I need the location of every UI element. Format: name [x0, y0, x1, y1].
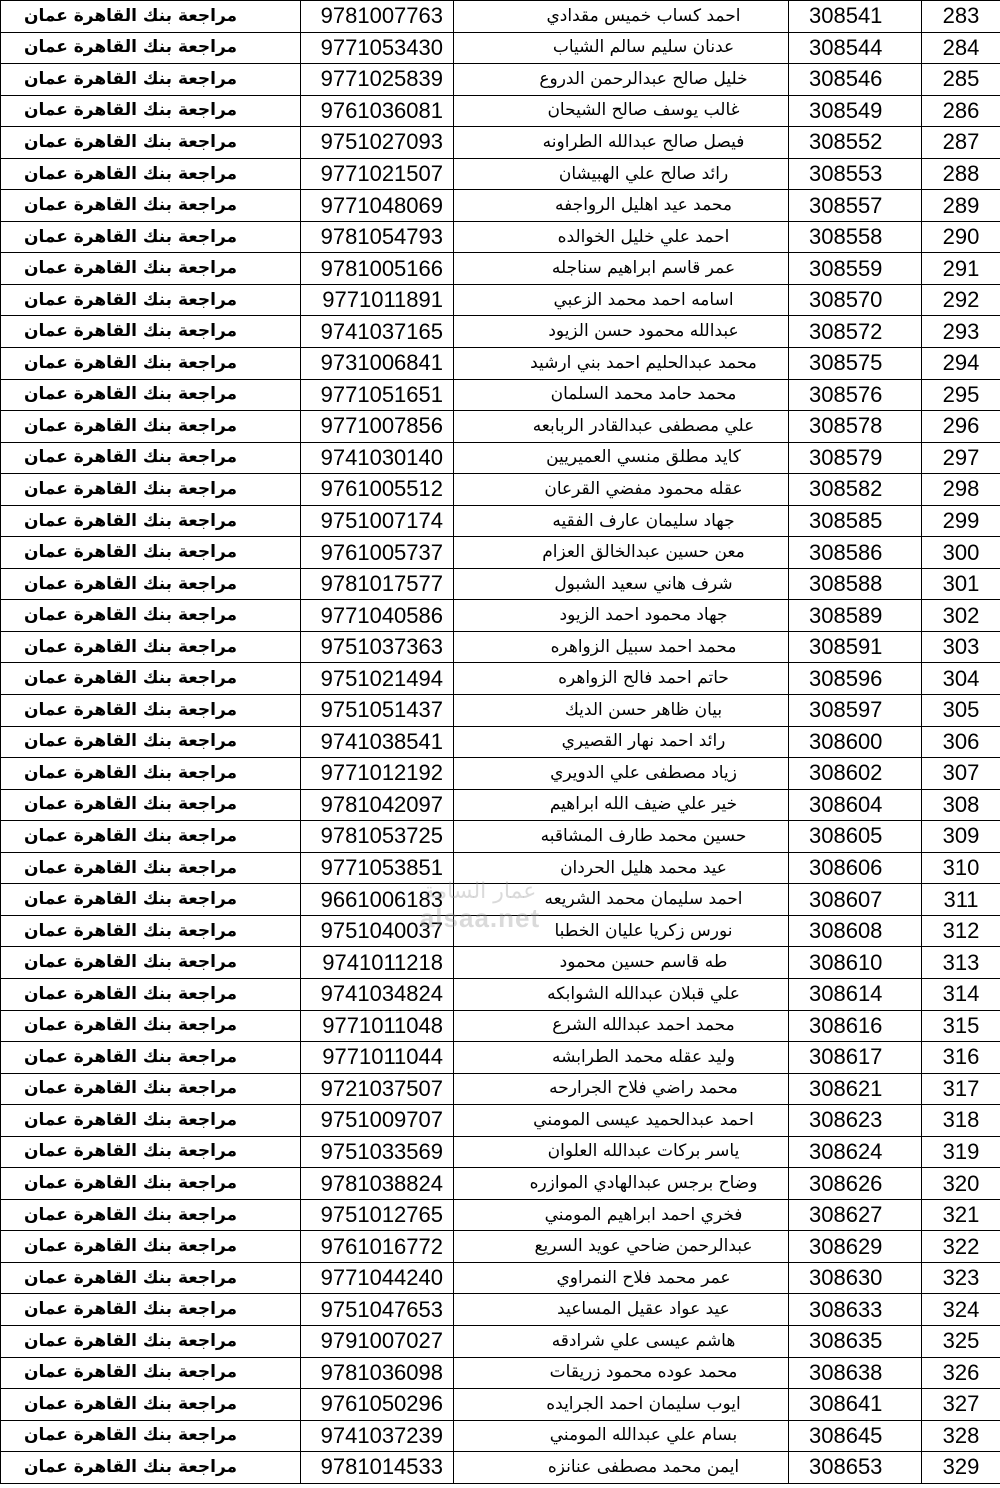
- row-number-cell: 293: [922, 316, 1000, 348]
- row-number-cell: 310: [922, 852, 1000, 884]
- note-cell: مراجعة بنك القاهرة عمان: [1, 442, 301, 474]
- code-cell: 308641: [789, 1389, 922, 1421]
- table-row: [1, 505, 1000, 537]
- national-id-cell: 9771021507: [301, 158, 454, 190]
- code-cell: 308621: [789, 1073, 922, 1105]
- name-cell: محمد احمد سبيل الزواهره: [454, 631, 789, 663]
- name-cell: عدنان سليم سالم الشياب: [454, 32, 789, 64]
- note-cell: مراجعة بنك القاهرة عمان: [1, 631, 301, 663]
- note-cell: مراجعة بنك القاهرة عمان: [1, 253, 301, 285]
- code-cell: 308608: [789, 915, 922, 947]
- national-id-cell: 9741034824: [301, 978, 454, 1010]
- name-cell: نورس زكريا عليان الخطبا: [454, 915, 789, 947]
- note-cell: مراجعة بنك القاهرة عمان: [1, 1199, 301, 1231]
- row-number-cell: 316: [922, 1042, 1000, 1074]
- row-number-cell: 327: [922, 1389, 1000, 1421]
- note-cell: مراجعة بنك القاهرة عمان: [1, 32, 301, 64]
- name-cell: هاشم عيسى علي شرادقه: [454, 1325, 789, 1357]
- table-row: [1, 695, 1000, 727]
- national-id-cell: 9771044240: [301, 1262, 454, 1294]
- row-number-cell: 309: [922, 821, 1000, 853]
- name-cell: علي قبلان عبدالله الشوابكه: [454, 978, 789, 1010]
- table-row: [1, 1231, 1000, 1263]
- name-cell: محمد عوده محمود زريقات: [454, 1357, 789, 1389]
- national-id-cell: 9771011048: [301, 1010, 454, 1042]
- table-row: [1, 631, 1000, 663]
- code-cell: 308549: [789, 95, 922, 127]
- code-cell: 308653: [789, 1452, 922, 1484]
- code-cell: 308578: [789, 411, 922, 443]
- name-cell: بسام علي عبدالله المومني: [454, 1420, 789, 1452]
- note-cell: مراجعة بنك القاهرة عمان: [1, 1231, 301, 1263]
- table-row: [1, 316, 1000, 348]
- table-row: [1, 884, 1000, 916]
- row-number-cell: 325: [922, 1325, 1000, 1357]
- table-row: [1, 190, 1000, 222]
- code-cell: 308575: [789, 348, 922, 380]
- national-id-cell: 9741011218: [301, 947, 454, 979]
- note-cell: مراجعة بنك القاهرة عمان: [1, 1452, 301, 1484]
- row-number-cell: 289: [922, 190, 1000, 222]
- national-id-cell: 9781005166: [301, 253, 454, 285]
- row-number-cell: 285: [922, 64, 1000, 96]
- note-cell: مراجعة بنك القاهرة عمان: [1, 316, 301, 348]
- note-cell: مراجعة بنك القاهرة عمان: [1, 821, 301, 853]
- code-cell: 308553: [789, 158, 922, 190]
- table-row: [1, 379, 1000, 411]
- note-cell: مراجعة بنك القاهرة عمان: [1, 411, 301, 443]
- code-cell: 308552: [789, 127, 922, 159]
- note-cell: مراجعة بنك القاهرة عمان: [1, 758, 301, 790]
- note-cell: مراجعة بنك القاهرة عمان: [1, 127, 301, 159]
- table-row: [1, 1325, 1000, 1357]
- table-row: [1, 442, 1000, 474]
- code-cell: 308617: [789, 1042, 922, 1074]
- table-row: [1, 758, 1000, 790]
- name-cell: حسين محمد طارف المشاقبه: [454, 821, 789, 853]
- code-cell: 308597: [789, 695, 922, 727]
- table-row: [1, 411, 1000, 443]
- code-cell: 308546: [789, 64, 922, 96]
- code-cell: 308626: [789, 1168, 922, 1200]
- national-id-cell: 9791007027: [301, 1325, 454, 1357]
- row-number-cell: 290: [922, 221, 1000, 253]
- note-cell: مراجعة بنك القاهرة عمان: [1, 1420, 301, 1452]
- code-cell: 308572: [789, 316, 922, 348]
- table-row: [1, 348, 1000, 380]
- name-cell: عيد محمد هليل الحردان: [454, 852, 789, 884]
- code-cell: 308589: [789, 600, 922, 632]
- national-id-cell: 9751037363: [301, 631, 454, 663]
- row-number-cell: 315: [922, 1010, 1000, 1042]
- table-row: [1, 821, 1000, 853]
- row-number-cell: 303: [922, 631, 1000, 663]
- name-cell: احمد كساب خميس مقدادي: [454, 1, 789, 33]
- row-number-cell: 306: [922, 726, 1000, 758]
- note-cell: مراجعة بنك القاهرة عمان: [1, 1042, 301, 1074]
- name-cell: محمد احمد عبدالله الشرع: [454, 1010, 789, 1042]
- note-cell: مراجعة بنك القاهرة عمان: [1, 190, 301, 222]
- code-cell: 308557: [789, 190, 922, 222]
- national-id-cell: 9741038541: [301, 726, 454, 758]
- national-id-cell: 9751027093: [301, 127, 454, 159]
- national-id-cell: 9781014533: [301, 1452, 454, 1484]
- table-row: [1, 663, 1000, 695]
- code-cell: 308585: [789, 505, 922, 537]
- note-cell: مراجعة بنك القاهرة عمان: [1, 474, 301, 506]
- row-number-cell: 314: [922, 978, 1000, 1010]
- code-cell: 308602: [789, 758, 922, 790]
- name-cell: ايوب سليمان احمد الجرايده: [454, 1389, 789, 1421]
- records-table-body: [1, 1, 1000, 1484]
- row-number-cell: 323: [922, 1262, 1000, 1294]
- national-id-cell: 9751007174: [301, 505, 454, 537]
- table-row: [1, 1010, 1000, 1042]
- national-id-cell: 9761016772: [301, 1231, 454, 1263]
- name-cell: رائد صالح علي الهبيشان: [454, 158, 789, 190]
- code-cell: 308606: [789, 852, 922, 884]
- name-cell: وضاح برجس عبدالهادي الموازره: [454, 1168, 789, 1200]
- national-id-cell: 9751047653: [301, 1294, 454, 1326]
- national-id-cell: 9771040586: [301, 600, 454, 632]
- national-id-cell: 9771048069: [301, 190, 454, 222]
- row-number-cell: 328: [922, 1420, 1000, 1452]
- row-number-cell: 318: [922, 1105, 1000, 1137]
- name-cell: كايد مطلق منسي العميريين: [454, 442, 789, 474]
- code-cell: 308614: [789, 978, 922, 1010]
- code-cell: 308588: [789, 568, 922, 600]
- table-row: [1, 284, 1000, 316]
- name-cell: معن حسين عبدالخالق العزام: [454, 537, 789, 569]
- table-row: [1, 1262, 1000, 1294]
- name-cell: رائد احمد نهار القصيري: [454, 726, 789, 758]
- row-number-cell: 299: [922, 505, 1000, 537]
- note-cell: مراجعة بنك القاهرة عمان: [1, 1357, 301, 1389]
- table-row: [1, 726, 1000, 758]
- name-cell: خير علي ضيف الله ابراهيم: [454, 789, 789, 821]
- row-number-cell: 288: [922, 158, 1000, 190]
- national-id-cell: 9771012192: [301, 758, 454, 790]
- table-row: [1, 600, 1000, 632]
- national-id-cell: 9761050296: [301, 1389, 454, 1421]
- national-id-cell: 9761005737: [301, 537, 454, 569]
- code-cell: 308591: [789, 631, 922, 663]
- national-id-cell: 9751009707: [301, 1105, 454, 1137]
- code-cell: 308635: [789, 1325, 922, 1357]
- table-row: [1, 1357, 1000, 1389]
- national-id-cell: 9751051437: [301, 695, 454, 727]
- note-cell: مراجعة بنك القاهرة عمان: [1, 852, 301, 884]
- row-number-cell: 317: [922, 1073, 1000, 1105]
- row-number-cell: 329: [922, 1452, 1000, 1484]
- row-number-cell: 308: [922, 789, 1000, 821]
- note-cell: مراجعة بنك القاهرة عمان: [1, 1105, 301, 1137]
- row-number-cell: 322: [922, 1231, 1000, 1263]
- national-id-cell: 9781036098: [301, 1357, 454, 1389]
- table-row: [1, 789, 1000, 821]
- row-number-cell: 326: [922, 1357, 1000, 1389]
- table-row: [1, 1199, 1000, 1231]
- code-cell: 308570: [789, 284, 922, 316]
- row-number-cell: 296: [922, 411, 1000, 443]
- note-cell: مراجعة بنك القاهرة عمان: [1, 978, 301, 1010]
- national-id-cell: 9751033569: [301, 1136, 454, 1168]
- table-row: [1, 253, 1000, 285]
- national-id-cell: 9781053725: [301, 821, 454, 853]
- code-cell: 308600: [789, 726, 922, 758]
- national-id-cell: 9781017577: [301, 568, 454, 600]
- code-cell: 308586: [789, 537, 922, 569]
- national-id-cell: 9781054793: [301, 221, 454, 253]
- national-id-cell: 9771025839: [301, 64, 454, 96]
- note-cell: مراجعة بنك القاهرة عمان: [1, 1389, 301, 1421]
- code-cell: 308645: [789, 1420, 922, 1452]
- name-cell: جهاد سليمان عارف الفقيه: [454, 505, 789, 537]
- table-row: [1, 1452, 1000, 1484]
- row-number-cell: 298: [922, 474, 1000, 506]
- row-number-cell: 301: [922, 568, 1000, 600]
- name-cell: عمر محمد فلاح النمراوي: [454, 1262, 789, 1294]
- code-cell: 308630: [789, 1262, 922, 1294]
- national-id-cell: 9761005512: [301, 474, 454, 506]
- national-id-cell: 9781007763: [301, 1, 454, 33]
- note-cell: مراجعة بنك القاهرة عمان: [1, 505, 301, 537]
- note-cell: مراجعة بنك القاهرة عمان: [1, 64, 301, 96]
- code-cell: 308616: [789, 1010, 922, 1042]
- name-cell: فيصل صالح عبدالله الطراونه: [454, 127, 789, 159]
- national-id-cell: 9661006183: [301, 884, 454, 916]
- table-row: [1, 64, 1000, 96]
- watermark-arabic-text: عمار السامة: [423, 879, 537, 904]
- name-cell: عيد عواد عقيل المساعيد: [454, 1294, 789, 1326]
- code-cell: 308633: [789, 1294, 922, 1326]
- name-cell: علي مصطفى عبدالقادر الربابعه: [454, 411, 789, 443]
- row-number-cell: 320: [922, 1168, 1000, 1200]
- code-cell: 308627: [789, 1199, 922, 1231]
- table-row: [1, 568, 1000, 600]
- code-cell: 308582: [789, 474, 922, 506]
- code-cell: 308541: [789, 1, 922, 33]
- national-id-cell: 9781038824: [301, 1168, 454, 1200]
- national-id-cell: 9741037165: [301, 316, 454, 348]
- row-number-cell: 294: [922, 348, 1000, 380]
- code-cell: 308638: [789, 1357, 922, 1389]
- note-cell: مراجعة بنك القاهرة عمان: [1, 1294, 301, 1326]
- name-cell: احمد سليمان محمد الشريعه: [454, 884, 789, 916]
- name-cell: محمد عبدالحليم احمد بني ارشيد: [454, 348, 789, 380]
- code-cell: 308629: [789, 1231, 922, 1263]
- table-row: [1, 1105, 1000, 1137]
- code-cell: 308576: [789, 379, 922, 411]
- national-id-cell: 9771053851: [301, 852, 454, 884]
- note-cell: مراجعة بنك القاهرة عمان: [1, 884, 301, 916]
- table-row: [1, 537, 1000, 569]
- national-id-cell: 9771011044: [301, 1042, 454, 1074]
- row-number-cell: 291: [922, 253, 1000, 285]
- row-number-cell: 307: [922, 758, 1000, 790]
- national-id-cell: 9721037507: [301, 1073, 454, 1105]
- row-number-cell: 287: [922, 127, 1000, 159]
- note-cell: مراجعة بنك القاهرة عمان: [1, 379, 301, 411]
- note-cell: مراجعة بنك القاهرة عمان: [1, 284, 301, 316]
- table-row: [1, 947, 1000, 979]
- table-row: [1, 32, 1000, 64]
- table-row: [1, 1420, 1000, 1452]
- table-row: [1, 1136, 1000, 1168]
- note-cell: مراجعة بنك القاهرة عمان: [1, 221, 301, 253]
- code-cell: 308559: [789, 253, 922, 285]
- table-row: [1, 1, 1000, 33]
- table-row: [1, 474, 1000, 506]
- name-cell: اسامه احمد محمد الزعبي: [454, 284, 789, 316]
- note-cell: مراجعة بنك القاهرة عمان: [1, 1168, 301, 1200]
- name-cell: غالب يوسف صالح الشيحان: [454, 95, 789, 127]
- name-cell: عمر قاسم ابراهيم سناجله: [454, 253, 789, 285]
- code-cell: 308596: [789, 663, 922, 695]
- national-id-cell: 9781042097: [301, 789, 454, 821]
- row-number-cell: 302: [922, 600, 1000, 632]
- table-row: [1, 1042, 1000, 1074]
- national-id-cell: 9771011891: [301, 284, 454, 316]
- national-id-cell: 9761036081: [301, 95, 454, 127]
- name-cell: طه قاسم حسين محمود: [454, 947, 789, 979]
- name-cell: محمد عيد اهليل الرواجفه: [454, 190, 789, 222]
- national-id-cell: 9741037239: [301, 1420, 454, 1452]
- row-number-cell: 300: [922, 537, 1000, 569]
- note-cell: مراجعة بنك القاهرة عمان: [1, 537, 301, 569]
- code-cell: 308605: [789, 821, 922, 853]
- row-number-cell: 313: [922, 947, 1000, 979]
- national-id-cell: 9731006841: [301, 348, 454, 380]
- name-cell: عقله محمود مفضي القرعان: [454, 474, 789, 506]
- name-cell: خليل صالح عبدالرحمن الدروع: [454, 64, 789, 96]
- note-cell: مراجعة بنك القاهرة عمان: [1, 695, 301, 727]
- note-cell: مراجعة بنك القاهرة عمان: [1, 1, 301, 33]
- table-row: [1, 1389, 1000, 1421]
- note-cell: مراجعة بنك القاهرة عمان: [1, 947, 301, 979]
- row-number-cell: 321: [922, 1199, 1000, 1231]
- row-number-cell: 304: [922, 663, 1000, 695]
- row-number-cell: 324: [922, 1294, 1000, 1326]
- note-cell: مراجعة بنك القاهرة عمان: [1, 348, 301, 380]
- name-cell: احمد علي خليل الخوالده: [454, 221, 789, 253]
- row-number-cell: 311: [922, 884, 1000, 916]
- name-cell: زياد مصطفى علي الدويري: [454, 758, 789, 790]
- note-cell: مراجعة بنك القاهرة عمان: [1, 1262, 301, 1294]
- table-row: [1, 978, 1000, 1010]
- name-cell: ايمن محمد مصطفى عنانزه: [454, 1452, 789, 1484]
- row-number-cell: 312: [922, 915, 1000, 947]
- national-id-cell: 9771007856: [301, 411, 454, 443]
- code-cell: 308624: [789, 1136, 922, 1168]
- name-cell: محمد راضي فلاح الجرارحه: [454, 1073, 789, 1105]
- note-cell: مراجعة بنك القاهرة عمان: [1, 600, 301, 632]
- note-cell: مراجعة بنك القاهرة عمان: [1, 1010, 301, 1042]
- note-cell: مراجعة بنك القاهرة عمان: [1, 663, 301, 695]
- code-cell: 308623: [789, 1105, 922, 1137]
- row-number-cell: 305: [922, 695, 1000, 727]
- name-cell: فخري احمد ابراهيم المومني: [454, 1199, 789, 1231]
- code-cell: 308604: [789, 789, 922, 821]
- table-row: [1, 1168, 1000, 1200]
- note-cell: مراجعة بنك القاهرة عمان: [1, 158, 301, 190]
- table-row: [1, 221, 1000, 253]
- table-row: [1, 158, 1000, 190]
- note-cell: مراجعة بنك القاهرة عمان: [1, 789, 301, 821]
- national-id-cell: 9751012765: [301, 1199, 454, 1231]
- row-number-cell: 292: [922, 284, 1000, 316]
- code-cell: 308610: [789, 947, 922, 979]
- note-cell: مراجعة بنك القاهرة عمان: [1, 95, 301, 127]
- national-id-cell: 9741030140: [301, 442, 454, 474]
- name-cell: احمد عبدالحميد عيسى المومني: [454, 1105, 789, 1137]
- name-cell: عبدالرحمن ضاحي عويد السريع: [454, 1231, 789, 1263]
- national-id-cell: 9751040037: [301, 915, 454, 947]
- name-cell: عبدالله محمود حسن الزيود: [454, 316, 789, 348]
- code-cell: 308544: [789, 32, 922, 64]
- name-cell: حاتم احمد فالح الزواهره: [454, 663, 789, 695]
- name-cell: بيان ظاهر حسن الديك: [454, 695, 789, 727]
- row-number-cell: 286: [922, 95, 1000, 127]
- name-cell: وليد عقله محمد الطرابشه: [454, 1042, 789, 1074]
- note-cell: مراجعة بنك القاهرة عمان: [1, 726, 301, 758]
- national-id-cell: 9771053430: [301, 32, 454, 64]
- national-id-cell: 9771051651: [301, 379, 454, 411]
- note-cell: مراجعة بنك القاهرة عمان: [1, 1136, 301, 1168]
- row-number-cell: 283: [922, 1, 1000, 33]
- note-cell: مراجعة بنك القاهرة عمان: [1, 1073, 301, 1105]
- code-cell: 308579: [789, 442, 922, 474]
- code-cell: 308558: [789, 221, 922, 253]
- table-row: [1, 95, 1000, 127]
- note-cell: مراجعة بنك القاهرة عمان: [1, 1325, 301, 1357]
- table-row: [1, 1294, 1000, 1326]
- row-number-cell: 295: [922, 379, 1000, 411]
- table-row: [1, 1073, 1000, 1105]
- name-cell: جهاد محمود احمد الزيود: [454, 600, 789, 632]
- row-number-cell: 297: [922, 442, 1000, 474]
- watermark-url-text: alsaa.net: [419, 903, 541, 934]
- table-row: [1, 127, 1000, 159]
- name-cell: محمد حامد محمد السلمان: [454, 379, 789, 411]
- table-row: [1, 852, 1000, 884]
- note-cell: مراجعة بنك القاهرة عمان: [1, 568, 301, 600]
- name-cell: ياسر بركات عبدالله العلوان: [454, 1136, 789, 1168]
- national-id-cell: 9751021494: [301, 663, 454, 695]
- code-cell: 308607: [789, 884, 922, 916]
- row-number-cell: 284: [922, 32, 1000, 64]
- table-row: [1, 915, 1000, 947]
- row-number-cell: 319: [922, 1136, 1000, 1168]
- name-cell: شرف هاني سعيد الشبول: [454, 568, 789, 600]
- note-cell: مراجعة بنك القاهرة عمان: [1, 915, 301, 947]
